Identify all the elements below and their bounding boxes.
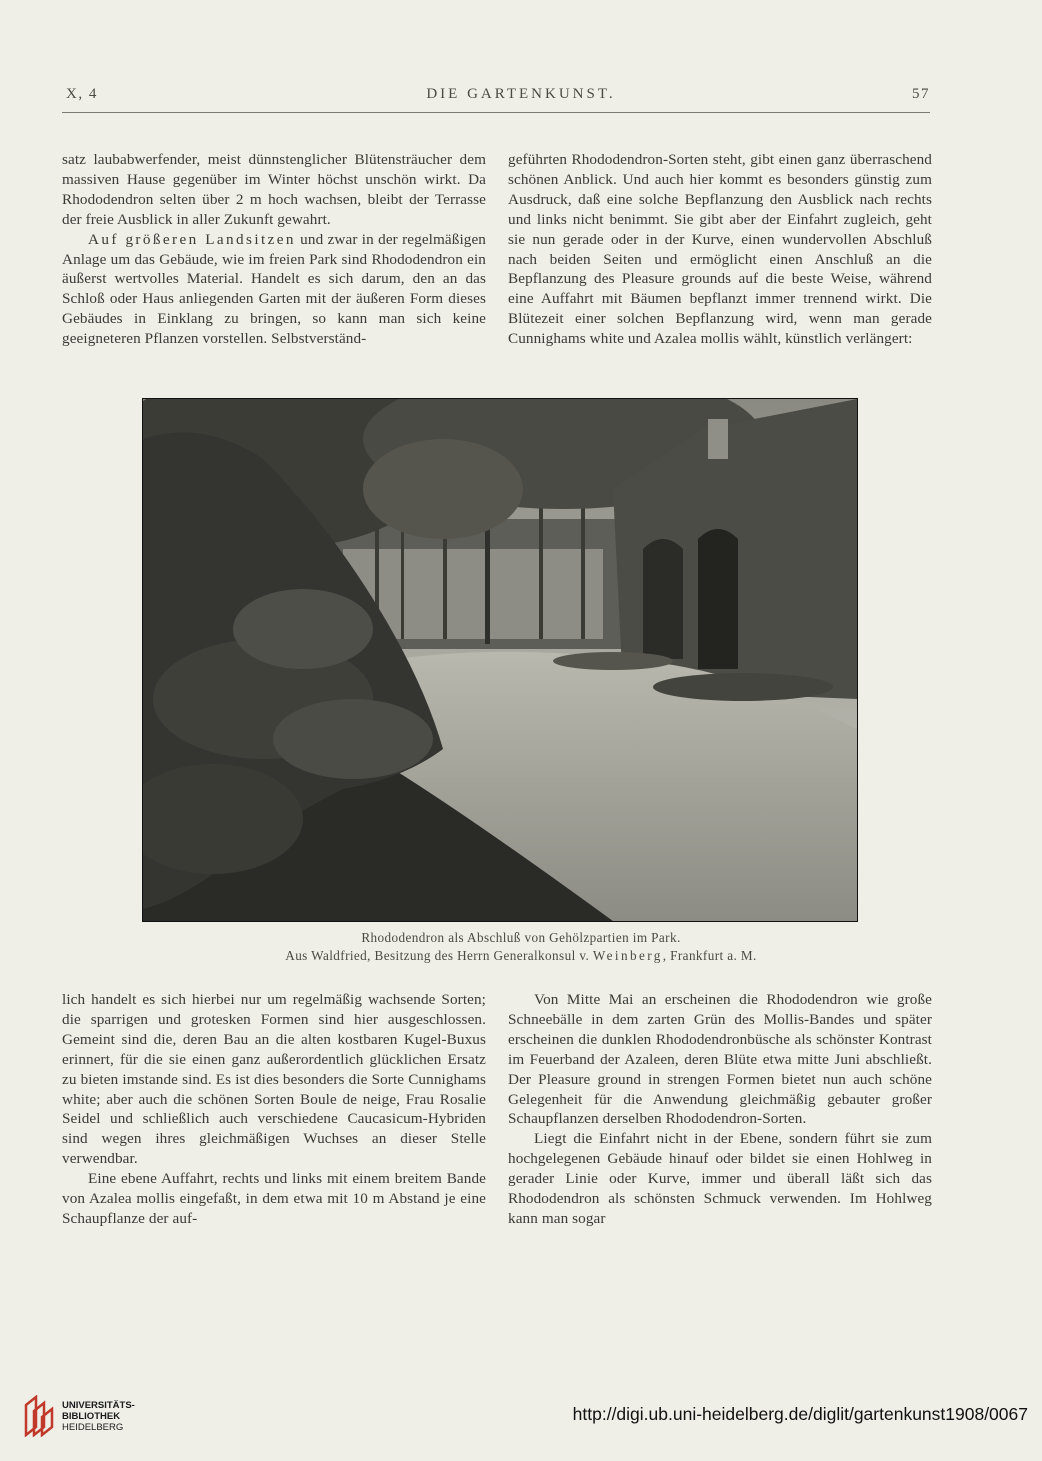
page-number: 57 (912, 86, 930, 102)
caption-spaced-name: Weinberg (592, 948, 663, 963)
paragraph: Eine ebene Auffahrt, rechts und links mit einem breitem Bande von Azalea mollis eingefaßt, in dem etwa mit 10 m Abstand je eine Schaupflanze der auf- (62, 1170, 486, 1227)
source-url-link[interactable]: http://digi.ub.uni-heidelberg.de/diglit/gartenkunst1908/0067 (572, 1404, 1028, 1424)
paragraph-text: und zwar in der regelmäßigen Anlage um das Gebäude, wie im freien Park sind Rhododendron ein äußerst wertvolles Material. Handelt es sich darum, den an das Schloß oder Haus anliegenden Garten mit der äußeren Form dieses Gebäudes in Einklang zu bringen, so kann man sich keine geeigneteren Pflanzen vorstellen. Selbstverständ- (62, 230, 486, 348)
caption-text: , Frankfurt a. M. (662, 948, 757, 963)
paragraph: satz laubabwerfender, meist dünnstenglicher Blütensträucher dem massiven Hause gegenüber im Winter höchst unschön wirkt. Da Rhododendron selten über 2 m hoch wachsen, bleibt der Terrasse der freie Ausblick in aller Zukunft gewahrt. (62, 151, 486, 228)
caption-text: Aus Waldfried, Besitzung des Herrn Generalkonsul v. (285, 948, 593, 963)
library-name (62, 1400, 135, 1433)
photo-illustration (143, 399, 857, 921)
paragraph (62, 230, 486, 349)
garden-photograph (142, 398, 858, 922)
paragraph: Von Mitte Mai an erscheinen die Rhododendron wie große Schneebälle in dem zarten Grün des Mollis-Bandes und später erscheinen die dunklen Rhododendronbüsche als schönster Kontrast im Feuerband der Azaleen, deren Blüte etwa mitte Juni abschließt. Der Pleasure ground in strengen Formen bietet nun auch schöne Gelegenheit für die Anwendung gleichmäßig gebauter großer Schaupflanzen derselben Rhododendron-Sorten. (508, 991, 932, 1128)
column-top-right (508, 150, 932, 349)
spaced-phrase: Auf größeren Landsitzen (88, 230, 296, 248)
library-logo-icon (22, 1395, 58, 1437)
library-line: BIBLIOTHEK (62, 1411, 121, 1422)
paragraph: geführten Rhododendron-Sorten steht, gibt einen ganz überraschend schönen Anblick. Und auch hier kommt es besonders günstig zum Ausdruck, daß eine solche Bepflanzung den Ausblick nach rechts und links nicht benimmt. Sie gibt aber der Einfahrt zugleich, geht sie nun gerade oder in der Kurve, einen wundervollen Abschluß nach beiden Seiten und ermöglicht einen Anschluß an die Bepflanzung des Pleasure grounds auf die beste Weise, während eine Auffahrt mit Bäumen bepflanzt immer trennend wirkt. Die Blütezeit einer solchen Bepflanzung wird, wenn man gerade Cunnighams white und Azalea mollis wählt, künstlich verlängert: (508, 151, 932, 348)
paragraph: lich handelt es sich hierbei nur um regelmäßig wachsende Sorten; die sparrigen und grotesken Formen sind hier ausgeschlossen. Gemeint sind die, deren Bau an die alten kostbaren Kugel-Buxus erinnert, für die sie einen ganz außerordentlich glücklichen Ersatz zu bieten imstande sind. Es ist dies besonders die Sorte Cunnighams white; aber auch die schönen Sorten Boule de neige, Frau Rosalie Seidel und schließlich auch verschiedene Caucasicum-Hybriden sind wegen ihres gleichmäßigen Wuchses an dieser Stelle verwendbar. (62, 991, 486, 1168)
library-line: HEIDELBERG (62, 1422, 124, 1433)
journal-title: DIE GARTENKUNST. (426, 86, 616, 102)
column-bottom-right (508, 990, 932, 1229)
column-bottom-left (62, 990, 486, 1229)
volume-issue: X, 4 (66, 86, 98, 102)
library-line: UNIVERSITÄTS- (62, 1400, 135, 1411)
figure-caption-line-2 (0, 948, 1042, 964)
header-rule (62, 112, 930, 113)
paragraph: Liegt die Einfahrt nicht in der Ebene, sondern führt sie zum hochgelegenen Gebäude hinauf oder bildet sie einen Hohlweg in gerader Linie oder Kurve, immer und überall läßt sich das Rhododendron als schönsten Schmuck verwenden. Im Hohlweg kann man sogar (508, 1130, 932, 1227)
figure-caption-line-1: Rhododendron als Abschluß von Gehölzpartien im Park. (361, 930, 681, 945)
column-top-left (62, 150, 486, 349)
